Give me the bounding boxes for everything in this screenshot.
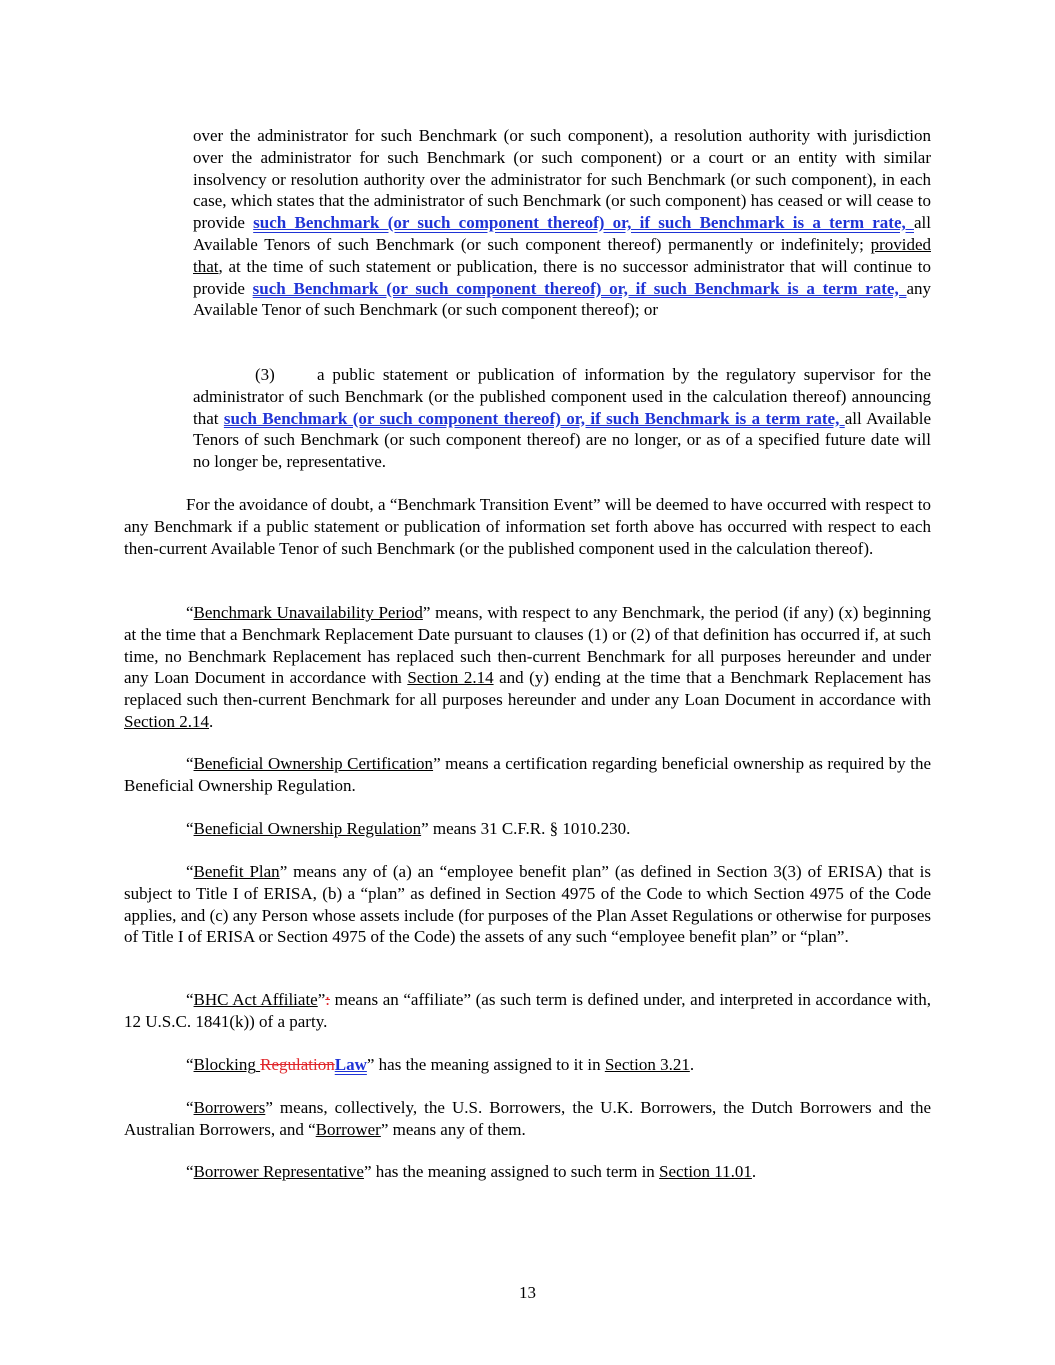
defined-term: BHC Act Affiliate	[193, 990, 318, 1009]
text-run: any Available Tenor of such Benchmark (or such component thereof); or	[193, 278, 931, 320]
text-run: has the meaning assigned to such term in	[371, 1162, 660, 1181]
definition-borrowers	[124, 1097, 931, 1141]
quote: “	[186, 754, 194, 773]
definition-blocking-law	[124, 1054, 931, 1076]
paragraph-benchmark-transition-continued	[193, 125, 931, 321]
page-number: 13	[519, 1283, 536, 1302]
quote: ”	[421, 819, 429, 838]
text-run: means a certification regarding beneficial ownership as required by the Beneficial Ownership Regulation.	[124, 754, 931, 795]
defined-term: Benchmark Unavailability Period	[193, 603, 423, 622]
quote: “	[186, 603, 194, 622]
defined-term: Borrower Representative	[193, 1162, 364, 1181]
quote: “	[186, 1098, 194, 1117]
paragraph-avoidance-of-doubt	[124, 494, 931, 559]
inserted-text: such Benchmark (or such component thereof) or, if such Benchmark is a term rate,	[223, 408, 845, 428]
text-run: a public statement or publication of information by the regulatory supervisor for the administrator of such Benchmark (or the published component used in the calculation thereof) announcing that	[193, 365, 931, 428]
defined-term: Beneficial Ownership Regulation	[193, 819, 422, 838]
defined-term: Benefit Plan	[193, 862, 280, 881]
text-run: all Available Tenors of such Benchmark (or such component thereof) permanently or indefinitely;	[193, 213, 931, 254]
item-number: (3)	[255, 365, 275, 384]
text-run: .	[209, 711, 214, 731]
text-run: all Available Tenors of such Benchmark (or such component thereof) are no longer, or as of a specified future date will no longer be, representative.	[193, 408, 931, 472]
quote: ”	[279, 862, 288, 881]
defined-term: Beneficial Ownership Certification	[193, 754, 434, 773]
defined-term: Borrowers	[193, 1098, 266, 1117]
defined-term: Blocking	[193, 1055, 256, 1074]
text-run: over the administrator for such Benchmark (or such component), a resolution authority with jurisdiction over the administrator for such Benchmark (or such component) or a court or an entity with similar insolvency or resolution authority over the administrator for such Benchmark (or such component), in each case, which states that the administrator of such Benchmark (or such component) has ceased or will cease to provide	[193, 126, 931, 233]
quote: “	[186, 819, 194, 838]
text-run: means, collectively, the U.S. Borrowers, the U.K. Borrowers, the Dutch Borrowers and the Australian Borrowers, and	[124, 1098, 931, 1139]
text-run: , at the time of such statement or publication, there is no successor administrator that will continue to provide	[193, 256, 931, 298]
quote: “	[186, 990, 194, 1009]
quote: ”	[380, 1119, 389, 1139]
text-run: and (y) ending at the time that a Benchmark Replacement has replaced such then-current Benchmark for all purposes hereunder and under any Loan Document in accordance with	[124, 668, 931, 710]
quote: ”	[422, 603, 431, 622]
quote: ”	[433, 754, 441, 773]
text-run: For the avoidance of doubt, a “Benchmark Transition Event” will be deemed to have occurred with respect to any Benchmark if a public statement or publication of information set forth above has occurred with respect to each then-current Available Tenor of such Benchmark (or the published component used in the calculation thereof).	[124, 495, 931, 558]
quote: ”	[265, 1098, 273, 1117]
section-reference: Section 2.14	[407, 668, 494, 688]
definition-benefit-plan	[124, 861, 931, 948]
section-reference: Section 11.01	[659, 1162, 752, 1181]
inserted-text: such Benchmark (or such component thereof) or, if such Benchmark is a term rate,	[252, 278, 907, 298]
text-run: means an “affiliate” (as such term is defined under, and interpreted in accordance with, 12 U.S.C. 1841(k)) of a party.	[124, 990, 931, 1031]
text-run: means, with respect to any Benchmark, the period (if any) (x) beginning at the time that a Benchmark Replacement Date pursuant to clauses (1) or (2) of that definition has occurred if, at such time, no Benchmark Replacement has replaced such then-current Benchmark for all purposes hereunder and under any Loan Document in accordance with	[124, 603, 932, 688]
inserted-text: Law	[334, 1055, 367, 1074]
text-run: means any of them.	[388, 1119, 526, 1139]
defined-term: Borrower	[315, 1119, 381, 1139]
definition-beneficial-ownership-regulation	[124, 818, 931, 840]
quote: “	[186, 1055, 194, 1074]
paragraph-item-3	[193, 364, 931, 473]
text-run: means 31 C.F.R. § 1010.230.	[428, 819, 631, 838]
text-run: .	[689, 1055, 695, 1074]
text-run: has the meaning assigned to it in	[374, 1055, 605, 1074]
underlined-that: that	[193, 256, 219, 276]
quote: “	[186, 862, 194, 881]
quote: ”	[366, 1055, 375, 1074]
definition-bhc-act-affiliate	[124, 989, 931, 1033]
quote: “	[186, 1162, 194, 1181]
underlined-provided: provided	[870, 234, 931, 254]
quote: ”	[363, 1162, 372, 1181]
section-reference: Section 2.14	[124, 711, 209, 731]
text-run: .	[751, 1162, 757, 1181]
inserted-text: such Benchmark (or such component thereof) or, if such Benchmark is a term rate,	[253, 213, 914, 233]
definition-beneficial-ownership-certification	[124, 753, 931, 797]
text-run: means any of (a) an “employee benefit plan” (as defined in Section 3(3) of ERISA) that is subject to Title I of ERISA, (b) a “plan” as defined in Section 4975 of the Code to which Section 4975 of the Code applies, and (c) any Person whose assets include (for purposes of the Plan Asset Regulations or otherwise for purposes of Title I of ERISA or Section 4975 of the Code) the assets of any such “employee benefit plan” or “plan”.	[124, 862, 931, 947]
deleted-text: Regulation	[260, 1055, 335, 1074]
definition-borrower-representative	[124, 1161, 931, 1183]
section-reference: Section 3.21	[604, 1055, 690, 1074]
definition-benchmark-unavailability-period	[124, 602, 931, 733]
quote: ”	[317, 990, 326, 1009]
quote: “	[308, 1119, 316, 1139]
deleted-text: :	[325, 990, 330, 1009]
